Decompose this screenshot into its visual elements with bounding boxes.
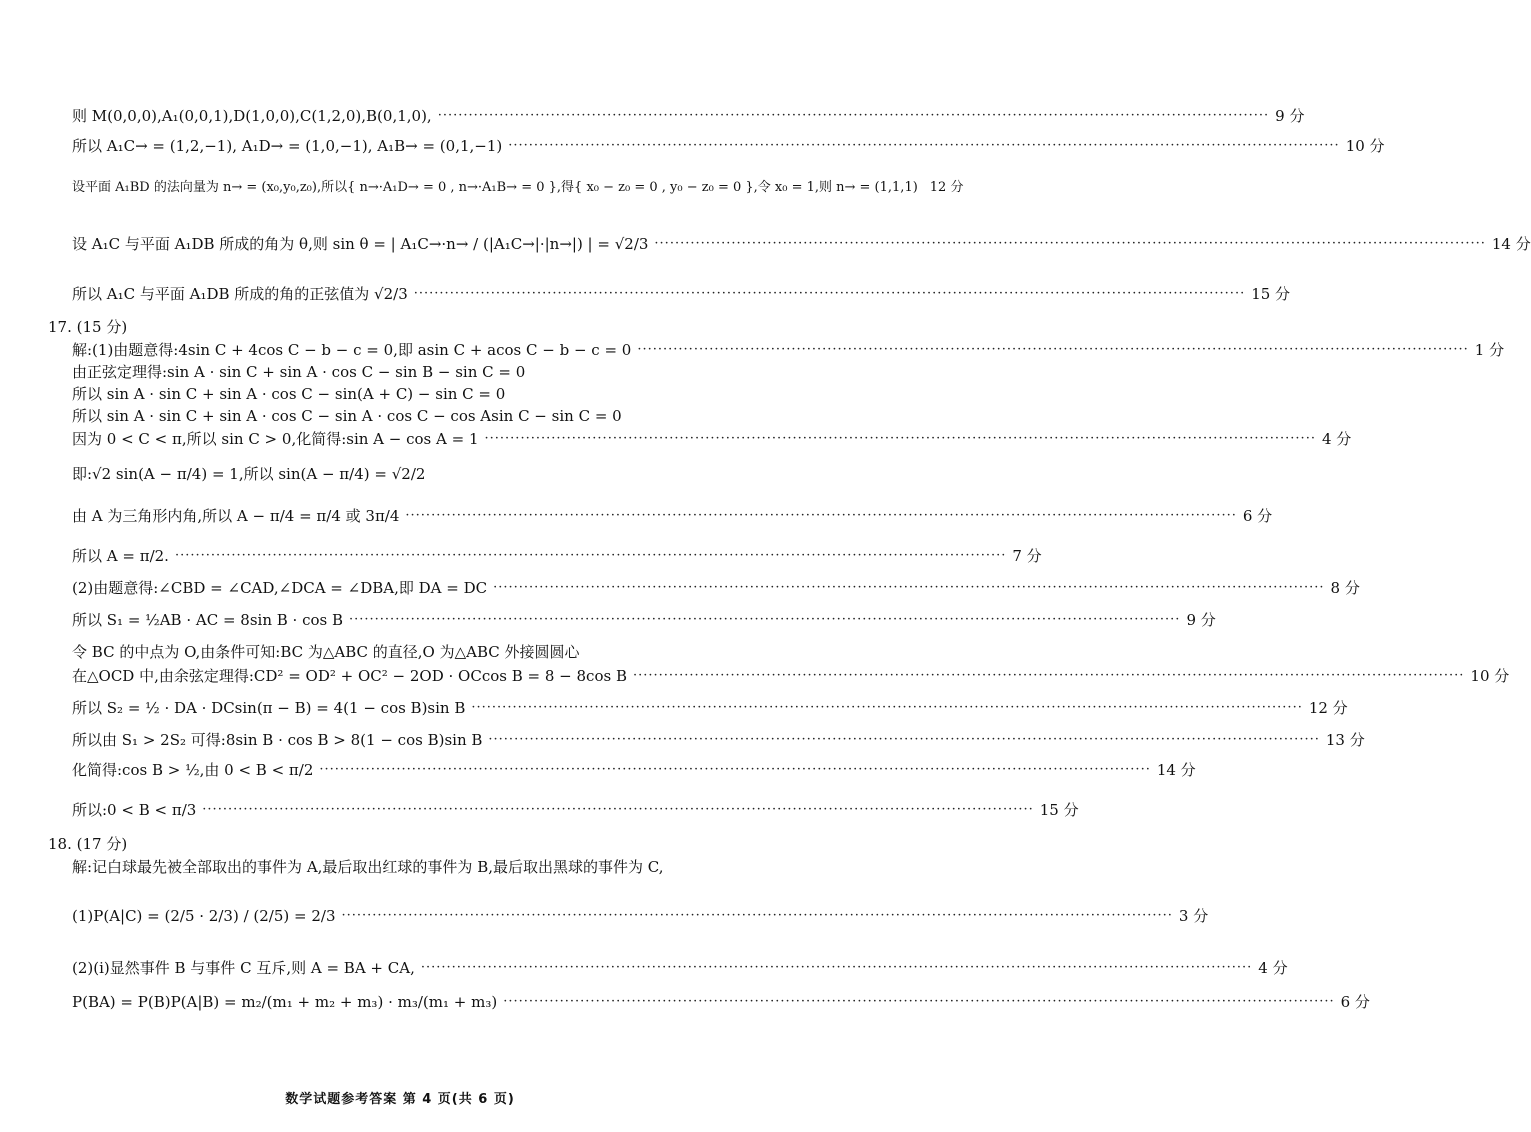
leader-dots: [202, 800, 1033, 820]
line-points: 4 分: [1258, 959, 1288, 977]
line-points: 6 分: [1340, 993, 1370, 1011]
leader-dots: [349, 610, 1180, 630]
line-points: 9 分: [1275, 107, 1305, 125]
line-points: 12 分: [929, 180, 964, 195]
leader-dots: [633, 666, 1464, 686]
leader-dots: [485, 429, 1316, 449]
solution-line: [72, 178, 964, 198]
question-number: 17. (15 分): [48, 318, 128, 336]
leader-dots: [421, 958, 1252, 978]
line-points: 8 分: [1330, 579, 1360, 597]
line-text: 化简得:cos B > ½,由 0 < B < π/2: [72, 761, 314, 779]
line-points: 14 分: [1156, 761, 1196, 779]
solution-line: [72, 857, 752, 877]
leader-dots: [508, 136, 1339, 156]
line-points: 1 分: [1474, 341, 1505, 359]
line-points: 7 分: [1012, 547, 1042, 565]
solution-line: [72, 698, 1348, 718]
line-points: 3 分: [1178, 907, 1209, 925]
leader-dots: [493, 578, 1324, 598]
line-text: 在△OCD 中,由余弦定理得:CD² = OD² + OC² − 2OD · OCcos B = 8 − 8cos B: [72, 667, 627, 685]
line-text: 所以由 S₁ > 2S₂ 可得:8sin B · cos B > 8(1 − cos B)sin B: [72, 731, 483, 749]
line-points: 9 分: [1186, 611, 1216, 629]
line-text: 所以 S₂ = ½ · DA · DCsin(π − B) = 4(1 − cos B)sin B: [72, 699, 466, 717]
line-text: 因为 0 < C < π,所以 sin C > 0,化简得:sin A − cos A = 1: [72, 430, 479, 448]
line-points: 13 分: [1325, 731, 1365, 749]
leader-dots: [319, 760, 1150, 780]
line-points: 4 分: [1321, 430, 1352, 448]
leader-dots: [414, 284, 1245, 304]
leader-dots: [654, 234, 1485, 254]
leader-dots: [175, 546, 1006, 566]
solution-line: [72, 464, 752, 484]
solution-line: [72, 546, 1042, 566]
leader-dots: [488, 730, 1319, 750]
solution-line: [72, 429, 1352, 449]
solution-line: [72, 642, 752, 662]
line-text: 即:√2 sin(A − π/4) = 1,所以 sin(A − π/4) = √2/2: [72, 465, 426, 483]
line-text: 设平面 A₁BD 的法向量为 n→ = (x₀,y₀,z₀),所以{ n→·A₁D→ = 0 , n→·A₁B→ = 0 },得{ x₀ − z₀ = 0 , y₀ − z₀ = 0 },令 x₀ = 1,则 n→ = (1,1,1): [72, 180, 918, 195]
line-text: 由 A 为三角形内角,所以 A − π/4 = π/4 或 3π/4: [72, 507, 400, 525]
solution-line: [72, 384, 752, 404]
line-text: (1)P(A|C) = (2/5 · 2/3) / (2/5) = 2/3: [72, 907, 336, 925]
question-heading: [48, 317, 752, 337]
line-text: (2)由题意得:∠CBD = ∠CAD,∠DCA = ∠DBA,即 DA = DC: [72, 579, 488, 597]
line-text: P(BA) = P(B)P(A|B) = m₂/(m₁ + m₂ + m₃) · m₃/(m₁ + m₃): [72, 993, 498, 1011]
leader-dots: [637, 340, 1468, 360]
solution-line: [72, 340, 1505, 360]
leader-dots: [341, 906, 1172, 926]
solution-line: [72, 506, 1273, 526]
line-text: 由正弦定理得:sin A · sin C + sin A · cos C − sin B − sin C = 0: [72, 363, 526, 381]
line-text: 则 M(0,0,0),A₁(0,0,1),D(1,0,0),C(1,2,0),B(0,1,0),: [72, 107, 432, 125]
solution-line: [72, 958, 1288, 978]
line-text: 解:(1)由题意得:4sin C + 4cos C − b − c = 0,即 asin C + acos C − b − c = 0: [72, 341, 632, 359]
solution-line: [72, 610, 1216, 630]
line-text: 所以 A = π/2.: [72, 547, 169, 565]
solution-line: [72, 136, 1385, 156]
line-text: 设 A₁C 与平面 A₁DB 所成的角为 θ,则 sin θ = | A₁C→·n→ / (|A₁C→|·|n→|) | = √2/3: [72, 235, 649, 253]
leader-dots: [503, 992, 1334, 1012]
solution-line: [72, 362, 752, 382]
question-number: 18. (17 分): [48, 835, 128, 853]
solution-line: [72, 578, 1360, 598]
line-text: 所以:0 < B < π/3: [72, 801, 197, 819]
line-points: 10 分: [1470, 667, 1510, 685]
solution-line: [72, 730, 1365, 750]
solution-line: [72, 406, 752, 426]
page-footer: 数学试题参考答案 第 4 页(共 6 页): [285, 1092, 515, 1107]
line-points: 6 分: [1242, 507, 1273, 525]
line-points: 14 分: [1491, 235, 1531, 253]
line-points: 15 分: [1039, 801, 1079, 819]
line-text: 所以 A₁C→ = (1,2,−1), A₁D→ = (1,0,−1), A₁B→ = (0,1,−1): [72, 137, 503, 155]
solution-line: [72, 760, 1196, 780]
solution-line: [72, 992, 1370, 1012]
line-points: 10 分: [1345, 137, 1385, 155]
line-text: (2)(ⅰ)显然事件 B 与事件 C 互斥,则 A = BA + CA,: [72, 959, 415, 977]
question-heading: [48, 834, 752, 854]
solution-line: [72, 234, 1531, 254]
leader-dots: [471, 698, 1302, 718]
line-points: 12 分: [1308, 699, 1348, 717]
solution-line: [72, 284, 1291, 304]
line-text: 解:记白球最先被全部取出的事件为 A,最后取出红球的事件为 B,最后取出黑球的事件为 C,: [72, 858, 664, 876]
solution-line: [72, 800, 1079, 820]
solution-line: [72, 906, 1209, 926]
solution-line: [72, 666, 1510, 686]
leader-dots: [405, 506, 1236, 526]
line-text: 所以 sin A · sin C + sin A · cos C − sin A · cos C − cos Asin C − sin C = 0: [72, 407, 622, 425]
line-text: 所以 A₁C 与平面 A₁DB 所成的角的正弦值为 √2/3: [72, 285, 408, 303]
line-text: 所以 sin A · sin C + sin A · cos C − sin(A + C) − sin C = 0: [72, 385, 506, 403]
line-text: 令 BC 的中点为 O,由条件可知:BC 为△ABC 的直径,O 为△ABC 外接圆圆心: [72, 643, 580, 661]
solution-line: [72, 106, 1305, 126]
line-text: 所以 S₁ = ½AB · AC = 8sin B · cos B: [72, 611, 343, 629]
line-points: 15 分: [1251, 285, 1291, 303]
leader-dots: [438, 106, 1269, 126]
